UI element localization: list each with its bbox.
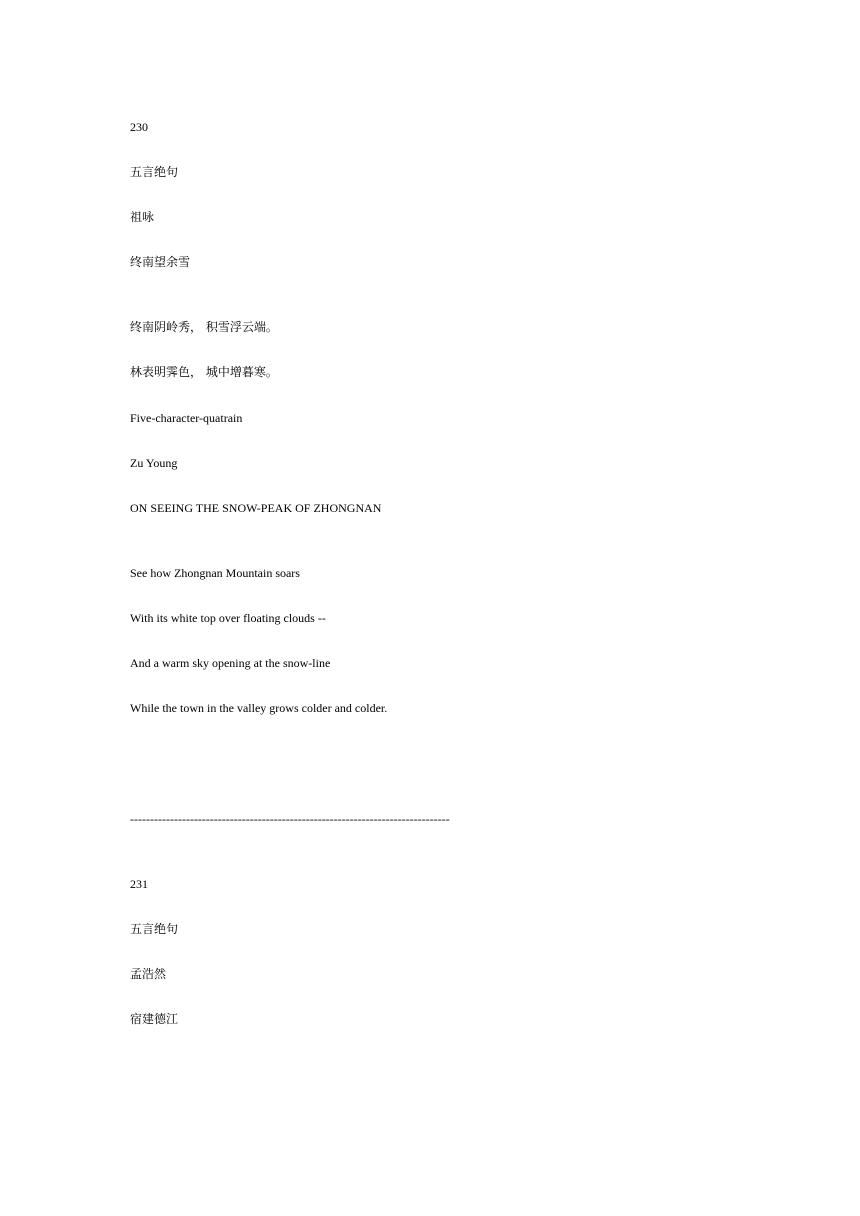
section-separator: --------------------------------------------------------------------------------	[130, 812, 450, 826]
poem-title-chinese: 终南望余雪	[130, 255, 191, 269]
poem-line-english: While the town in the valley grows colder and colder.	[130, 701, 388, 715]
poem-author-chinese: 祖咏	[130, 210, 155, 224]
poem-form-chinese: 五言绝句	[130, 922, 179, 936]
poem-title-chinese: 宿建德江	[130, 1012, 179, 1026]
poem-form-chinese: 五言绝句	[130, 165, 179, 179]
poem-author-chinese: 孟浩然	[130, 967, 167, 981]
poem-number: 231	[130, 877, 148, 891]
poem-line-english: And a warm sky opening at the snow-line	[130, 656, 331, 670]
poem-line-chinese: 林表明霁色， 城中增暮寒。	[130, 365, 278, 379]
poem-number: 230	[130, 120, 148, 134]
poem-form-english: Five-character-quatrain	[130, 411, 243, 425]
poem-author-english: Zu Young	[130, 456, 178, 470]
poem-line-chinese: 终南阴岭秀， 积雪浮云端。	[130, 320, 278, 334]
poem-line-english: See how Zhongnan Mountain soars	[130, 566, 300, 580]
poem-line-english: With its white top over floating clouds --	[130, 611, 326, 625]
poem-title-english: ON SEEING THE SNOW-PEAK OF ZHONGNAN	[130, 501, 382, 515]
